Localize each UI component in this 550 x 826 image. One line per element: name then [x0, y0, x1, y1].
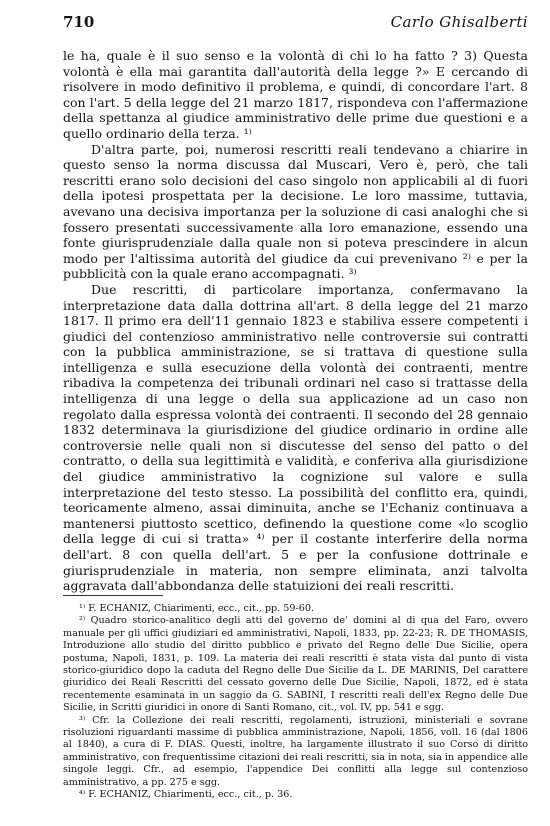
footnote: ²⁾ Quadro storico-analitico degli atti del governo de' domini al di qua del Faro, ovvero manuale per gli uffici giudiziari ed amministrativi, Napoli, 1833, pp. 22-23; R. DE THOMASIS, Introduzione allo studio del diritto pubblico e privato del Regno delle Due Sicilie, opera postuma, Napoli, 1831, p. 109. La materia dei reali rescritti è stata vista dal punto di vista storico-giuridico dopo la caduta del Regno delle Due Sicilie da L. DE MARINIS, Del carattere giuridico dei Reali Rescritti del cessato governo delle Due Sicilie, Napoli, 1872, ed è stata recentemente esaminata in un saggio da G. SABINI, I rescritti reali dell'ex Regno delle Due Sicilie, in Scritti giuridici in onore di Santi Romano, cit., vol. IV, pp. 541 e sgg. [63, 615, 528, 714]
page-number: 710 [63, 13, 95, 31]
footnote: ³⁾ Cfr. la Collezione dei reali rescritti, regolamenti, istruzioni, ministeriali e sovrane risoluzioni riguardanti massime di pubblica amministrazione, Napoli, 1856, voll. 16 (dal 1806 al 1840), a cura di F. DIAS. Questi, inoltre, ha largamente illustrato il suo Corso di diritto amministrativo, con frequentissime citazioni dei reali rescritti, sia in nota, sia in appendice alle singole leggi. Cfr., ad esempio, l'appendice Dei conflitti alla legge sul contenzioso amministrativo, a pp. 275 e sgg. [63, 714, 528, 788]
footnote: ⁴⁾ F. ECHANIZ, Chiarimenti, ecc., cit., p. 36. [79, 789, 293, 801]
main-text [63, 48, 528, 594]
footnotes [63, 603, 528, 802]
paragraph: D'altra parte, poi, numerosi rescritti reali tendevano a chiarire in questo senso la norma discussa dal Muscari, Vero è, però, che tali rescritti erano solo decisioni del caso singolo non applicabili al di fuori della ipotesi prospettata per la decisione. Le loro massime, tuttavia, avevano una decisiva importanza per la soluzione di casi analoghi che si fossero presentati successivamente alla loro emanazione, essendo una fonte giurisprudenziale dalla quale non si poteva prescindere in alcun modo per l'altissima autorità del giudice da cui prevenivano ²⁾ e per la pubblicità con la quale erano accompagnati. ³⁾ [63, 141, 528, 282]
paragraph: Due rescritti, di particolare importanza, confermavano la interpretazione data dalla dottrina all'art. 8 della legge del 21 marzo 1817. Il primo era dell'11 gennaio 1823 e stabiliva essere competenti i giudici del contenzioso amministrativo nelle controversie sui contratti con la pubblica amministrazione, se si trattava di questione sulla intelligenza e sulla esecuzione della volontà dei contraenti, mentre ribadiva la competenza dei tribunali ordinari nel caso si trattasse della intelligenza di una legge o della sua applicazione ad un caso non regolato dalla espressa volontà dei contraenti. Il secondo del 28 gennaio 1832 determinava la giurisdizione del giudice ordinario in ordine alle controversie nelle quali non si discutesse del senso del patto o del contratto, o della sua legittimità e validità, e conferiva alla giurisdizione del giudice amministrativo la cognizione sul valore e sulla interpretazione del testo stesso. La possibilità del conflitto era, quindi, teoricamente almeno, assai diminuita, anche se l'Echaniz continuava a mantenersi piuttosto scettico, definendo la questione come «lo scoglio della legge di cui si tratta» ⁴⁾ per il costante interferire della norma dell'art. 8 con quella dell'art. 5 e per la confusione dottrinale e giurisprudenziale in materia, non sempre eliminata, anzi talvolta aggravata dall'abbondanza delle statuizioni dei reali rescritti. [63, 281, 528, 594]
footnote: ¹⁾ F. ECHANIZ, Chiarimenti, ecc., cit., pp. 59-60. [79, 603, 314, 614]
running-header-author: Carlo Ghisalberti [390, 13, 528, 31]
paragraph: le ha, quale è il suo senso e la volontà di chi lo ha fatto ? 3) Questa volontà è ella mai garantita dall'autorità della legge ?» E cercando di risolvere in modo definitivo il problema, e quindi, di concordare l'art. 8 con l'art. 5 della legge del 21 marzo 1817, rispondeva con l'affermazione della spettanza al giudice amministrativo delle prime due questioni e a quello ordinario della terza. ¹⁾ [63, 48, 528, 141]
running-header [63, 13, 528, 35]
footnote-separator [63, 595, 163, 596]
